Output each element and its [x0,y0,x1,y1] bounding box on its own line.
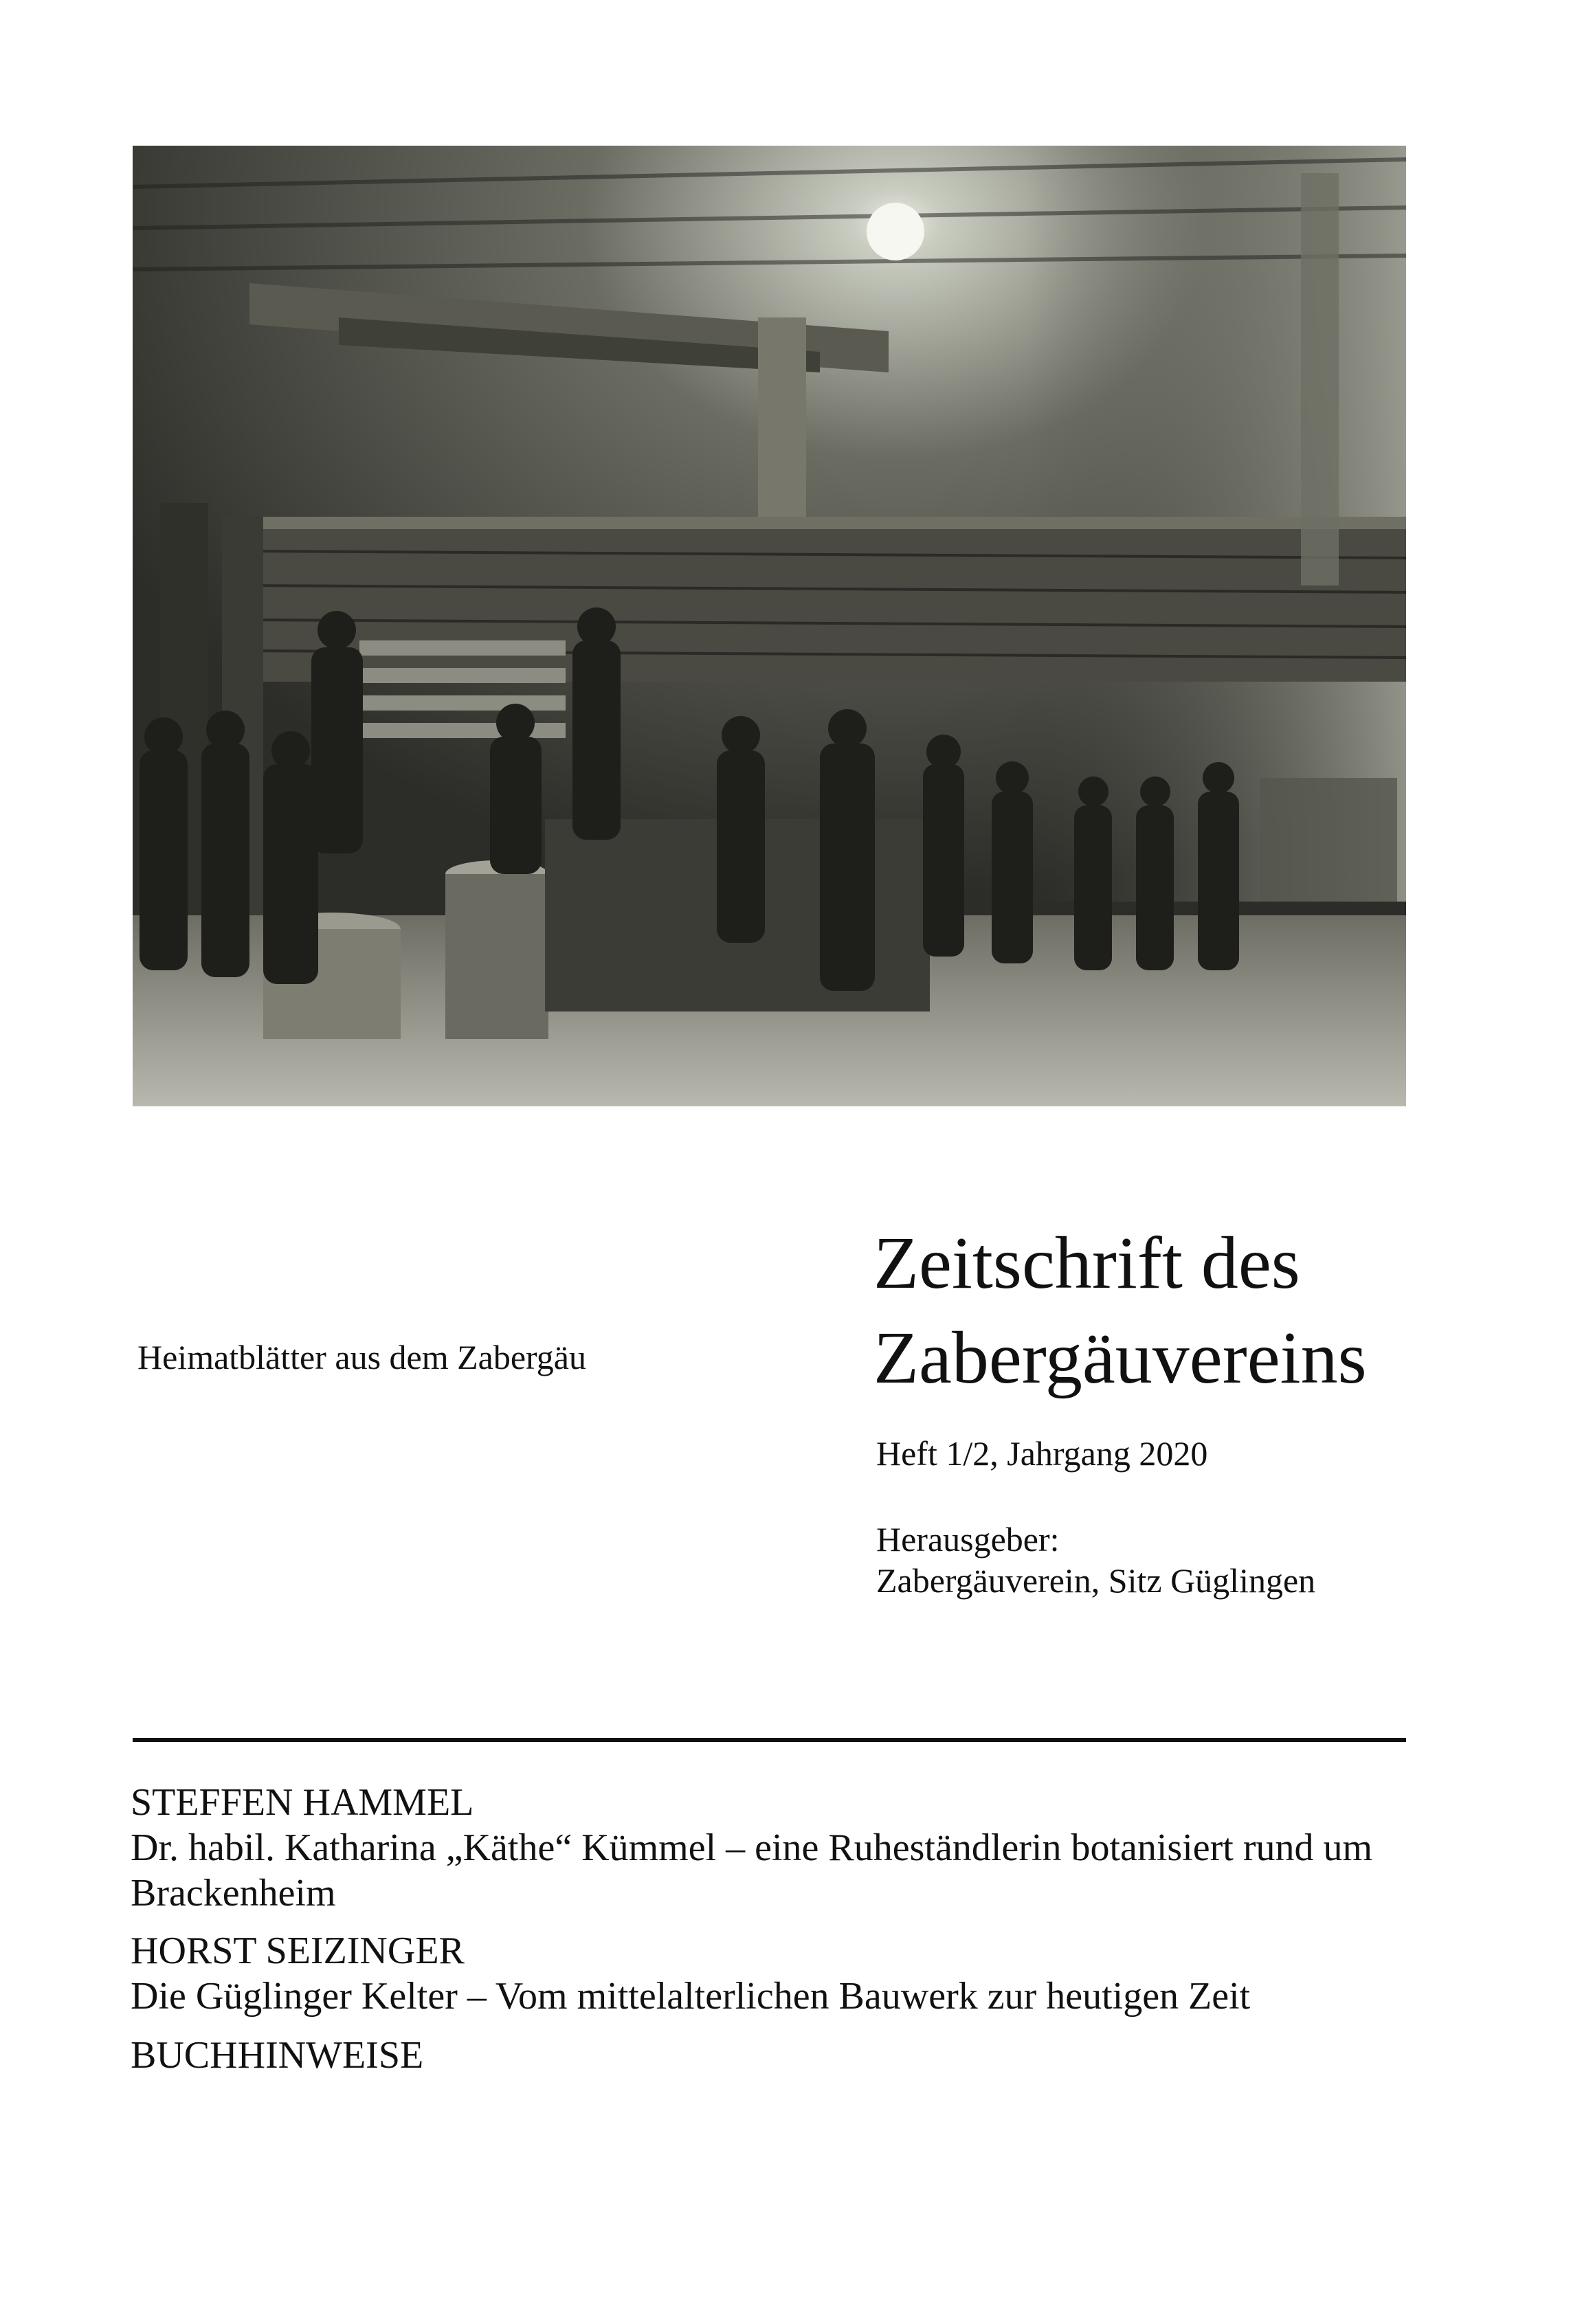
article-entry [131,1780,1423,1916]
series-subtitle: Heimatblätter aus dem Zabergäu [137,1338,586,1376]
issue-info: Heft 1/2, Jahrgang 2020 [876,1434,1208,1473]
divider-rule [133,1738,1406,1742]
journal-title-line2: Zabergäuvereins [873,1317,1367,1399]
publisher-name: Zabergäuverein, Sitz Güglingen [876,1561,1316,1600]
section-heading: BUCHHINWEISE [131,2034,424,2077]
publisher [876,1519,1315,1601]
article-entry [131,1928,1423,2019]
cover-photo [133,146,1406,1106]
article-author: HORST SEIZINGER [131,1930,465,1972]
article-title: Die Güglinger Kelter – Vom mittelalterlichen Bauwerk zur heutigen Zeit [131,1975,1251,2018]
journal-title [873,1216,1367,1406]
article-title: Dr. habil. Katharina „Käthe“ Kümmel – eine Ruheständlerin botanisiert rund um Brackenheim [131,1826,1373,1914]
journal-title-line1: Zeitschrift des [873,1222,1300,1304]
article-author: STEFFEN HAMMEL [131,1781,474,1824]
table-of-contents [131,1780,1423,2078]
wine-press-photo [133,146,1406,1106]
publisher-label: Herausgeber: [876,1520,1060,1558]
